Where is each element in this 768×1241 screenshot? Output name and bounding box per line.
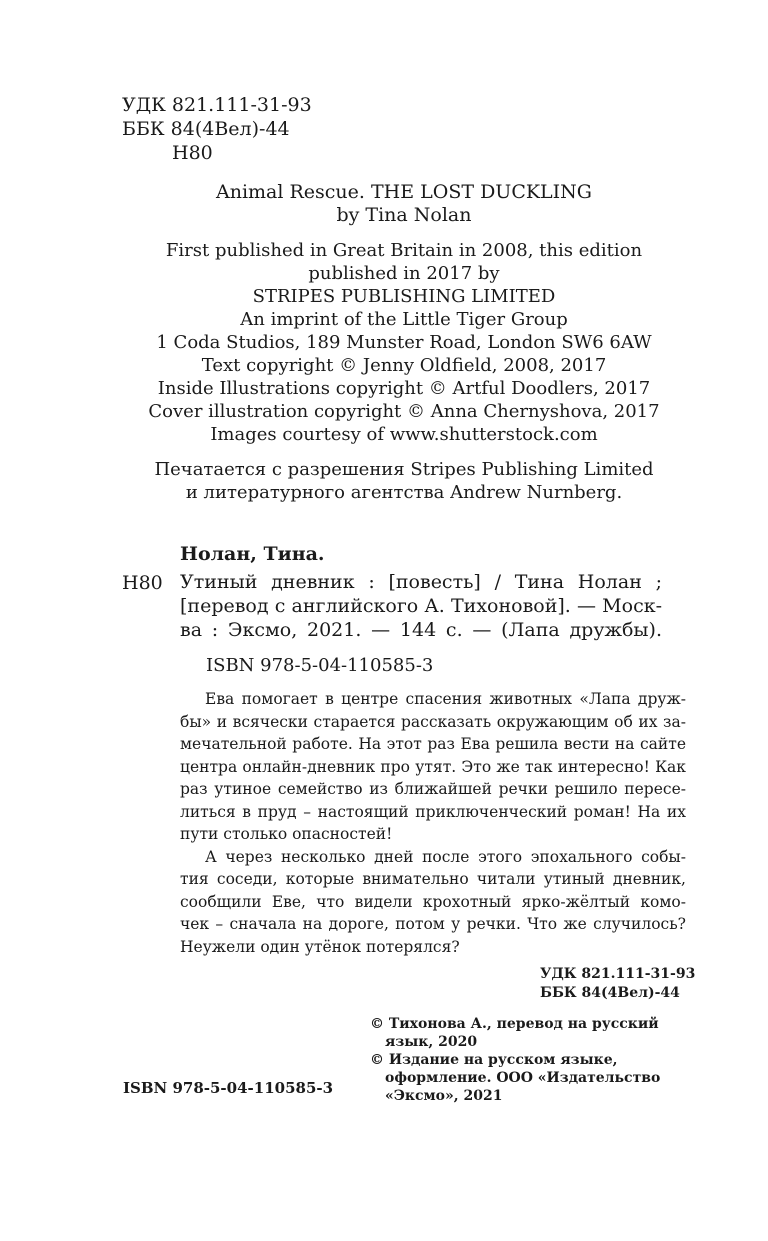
udk-code: УДК 821.111-31-93 bbox=[122, 94, 312, 116]
annotation-line: пути столько опасностей! bbox=[180, 825, 393, 843]
annotation-line: Ева помогает в центре спасения животных «Лапа друж- bbox=[205, 690, 686, 708]
catalog-code: Н80 bbox=[122, 572, 163, 594]
pub-line: Images courtesy of www.shutterstock.com bbox=[210, 424, 598, 445]
pub-line: Cover illustration copyright © Anna Chernyshova, 2017 bbox=[148, 401, 660, 422]
isbn-bottom: ISBN 978-5-04-110585-3 bbox=[123, 1079, 334, 1097]
pub-line: An imprint of the Little Tiger Group bbox=[240, 309, 568, 330]
bbk-code-bottom: ББК 84(4Вел)-44 bbox=[540, 985, 680, 1001]
original-title: Animal Rescue. THE LOST DUCKLING bbox=[216, 181, 592, 203]
annotation bbox=[180, 688, 686, 958]
annotation-line: бы» и всячески старается рассказать окружающим об их за- bbox=[180, 712, 686, 731]
annotation-line: Неужели один утёнок потерялся? bbox=[180, 937, 460, 956]
copyright-notices bbox=[370, 1015, 660, 1105]
classification-codes-top bbox=[122, 93, 312, 165]
annotation-line: раз утиное семейство из ближайшей речки решило пересе- bbox=[180, 780, 686, 798]
pub-line: 1 Coda Studios, 189 Munster Road, London SW6 6AW bbox=[156, 332, 652, 353]
annotation-line: литься в пруд – настоящий приключенческий роман! На их bbox=[180, 802, 686, 821]
publication-info bbox=[0, 239, 768, 446]
original-title-block bbox=[0, 181, 768, 227]
permission-line: Печатается с разрешения Stripes Publishing Limited bbox=[154, 459, 654, 480]
catalog-author: Нолан, Тина. bbox=[180, 543, 325, 565]
record-line: Утиный дневник : [повесть] / Тина Нолан ; bbox=[180, 571, 662, 593]
translation-copyright: © Тихонова А., перевод на русский bbox=[370, 1016, 659, 1032]
author-sign-code: Н80 bbox=[172, 142, 213, 164]
bbk-code: ББК 84(4Вел)-44 bbox=[122, 118, 290, 140]
annotation-line: центра онлайн-дневник про утят. Это же так интересно! Как bbox=[180, 757, 686, 776]
annotation-line: сообщили Еве, что видели крохотный ярко-жёлтый комо- bbox=[180, 892, 686, 911]
pub-line: published in 2017 by bbox=[308, 263, 500, 284]
pub-line: Text copyright © Jenny Oldfield, 2008, 2017 bbox=[201, 355, 607, 376]
udk-code-bottom: УДК 821.111-31-93 bbox=[540, 966, 696, 982]
edition-copyright-cont: оформление. ООО «Издательство bbox=[385, 1070, 661, 1086]
record-line: [перевод с английского А. Тихоновой]. — Моск- bbox=[180, 595, 662, 617]
annotation-line: мечательной работе. На этот раз Ева решила вести на сайте bbox=[180, 735, 686, 753]
edition-copyright: © Издание на русском языке, bbox=[370, 1052, 618, 1068]
annotation-line: тия соседи, которые внимательно читали утиный дневник, bbox=[180, 870, 686, 888]
annotation-line: А через несколько дней после этого эпохального собы- bbox=[205, 847, 686, 866]
classification-codes-bottom bbox=[540, 965, 695, 1003]
pub-line: STRIPES PUBLISHING LIMITED bbox=[252, 286, 556, 307]
catalog-record bbox=[180, 570, 662, 642]
catalog-isbn: ISBN 978-5-04-110585-3 bbox=[206, 655, 434, 676]
translation-copyright-cont: язык, 2020 bbox=[385, 1034, 478, 1050]
annotation-line: чек – сначала на дороге, потом у речки. Что же случилось? bbox=[180, 915, 686, 933]
permission-line: и литературного агентства Andrew Nurnberg. bbox=[185, 482, 623, 503]
record-line: ва : Эксмо, 2021. — 144 с. — (Лапа дружбы). bbox=[180, 619, 662, 641]
pub-line: Inside Illustrations copyright © Artful Doodlers, 2017 bbox=[157, 378, 651, 399]
permission-notice bbox=[0, 458, 768, 504]
pub-line: First published in Great Britain in 2008, this edition bbox=[165, 240, 643, 261]
edition-copyright-cont: «Эксмо», 2021 bbox=[385, 1088, 503, 1104]
original-author: by Tina Nolan bbox=[336, 204, 472, 226]
